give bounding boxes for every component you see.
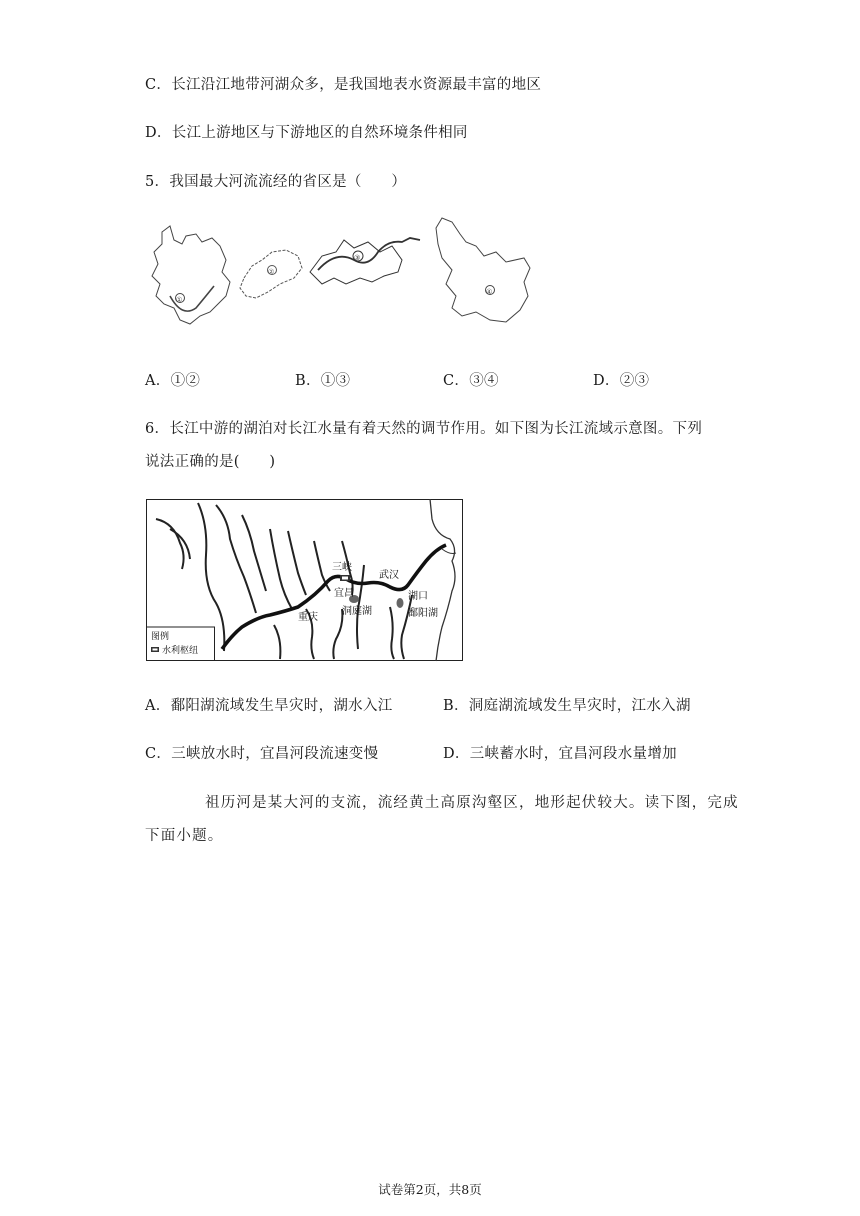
map-label-3: ③ bbox=[354, 254, 361, 262]
province-map-4 bbox=[436, 218, 530, 322]
q6-stem-line2: 说法正确的是( ) bbox=[145, 454, 276, 470]
label-wuhan: 武汉 bbox=[379, 570, 399, 581]
label-yichang: 宜昌 bbox=[334, 588, 354, 599]
q5-province-maps bbox=[140, 212, 540, 327]
label-poyanghu: 鄱阳湖 bbox=[408, 608, 438, 619]
q6-option-d: D．三峡蓄水时，宜昌河段水量增加 bbox=[443, 746, 677, 762]
intro-line2: 下面小题。 bbox=[145, 828, 224, 844]
q5-option-a: A．①② bbox=[145, 373, 201, 389]
map-label-4: ④ bbox=[486, 288, 493, 296]
map-label-2: ② bbox=[268, 268, 275, 276]
q6-option-c: C．三峡放水时，宜昌河段流速变慢 bbox=[145, 746, 379, 762]
legend-title: 图例 bbox=[151, 632, 170, 642]
province-map-1 bbox=[152, 226, 230, 324]
q5-stem: 5．我国最大河流流经的省区是（ ） bbox=[145, 174, 407, 190]
legend-item: 水利枢纽 bbox=[162, 646, 199, 656]
page-footer: 试卷第2页，共8页 bbox=[378, 1182, 482, 1197]
label-dongtinghu: 洞庭湖 bbox=[342, 606, 372, 617]
q5-option-d: D．②③ bbox=[593, 373, 650, 389]
label-hukou: 湖口 bbox=[408, 591, 428, 602]
label-sanxia: 三峡 bbox=[332, 562, 352, 573]
map-legend bbox=[147, 627, 215, 661]
q6-stem-line1: 6．长江中游的湖泊对长江水量有着天然的调节作用。如下图为长江流域示意图。下列 bbox=[145, 421, 703, 437]
q5-option-c: C．③④ bbox=[443, 373, 499, 389]
q4-option-c: C．长江沿江地带河湖众多，是我国地表水资源最丰富的地区 bbox=[145, 77, 542, 93]
intro-line1: 祖历河是某大河的支流，流经黄土高原沟壑区，地形起伏较大。读下图，完成 bbox=[205, 795, 739, 811]
q5-option-b: B．①③ bbox=[295, 373, 351, 389]
three-gorges-dam-marker bbox=[340, 575, 350, 581]
q6-option-b: B．洞庭湖流域发生旱灾时，江水入湖 bbox=[443, 698, 691, 714]
poyanghu-lake bbox=[397, 598, 404, 608]
province-map-2 bbox=[240, 250, 302, 298]
label-chongqing: 重庆 bbox=[298, 612, 318, 623]
yangtze-basin-map bbox=[146, 499, 464, 662]
map-label-1: ① bbox=[176, 296, 183, 304]
q6-option-a: A．鄱阳湖流域发生旱灾时，湖水入江 bbox=[145, 698, 393, 714]
province-map-3 bbox=[310, 238, 420, 284]
q4-option-d: D．长江上游地区与下游地区的自然环境条件相同 bbox=[145, 125, 468, 141]
